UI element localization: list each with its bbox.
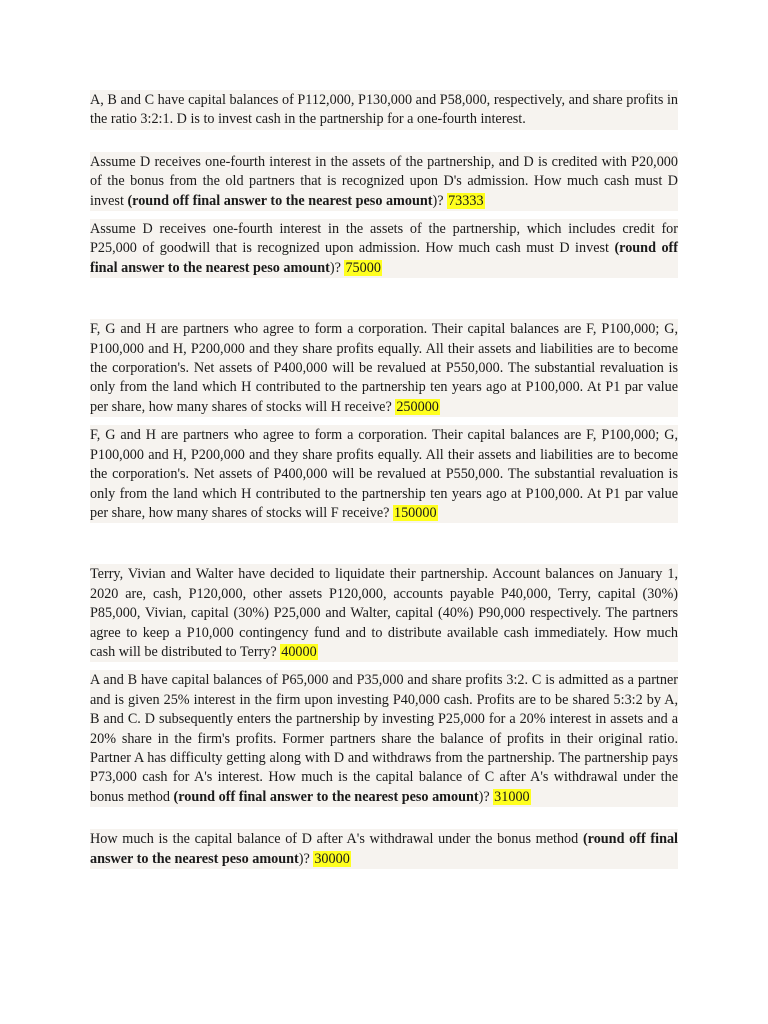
question-context-abc [90, 90, 678, 130]
question-text: A, B and C have capital balances of P112,000, P130,000 and P58,000, respectively, and share profits in the ratio 3:2:1. D is to invest cash in the partnership for a one-fourth interest. [90, 92, 678, 128]
question-liquidation-terry [90, 564, 678, 662]
answer-highlight: 75000 [345, 259, 381, 276]
question-f-shares [90, 425, 678, 523]
rounding-instruction: (round off final answer to the nearest peso amount [127, 192, 433, 209]
question-text: Assume D receives one-fourth interest in the assets of the partnership, which includes credit for P25,000 of goodwill that is recognized upon admission. How much cash must D invest [90, 221, 678, 257]
question-text: How much is the capital balance of D after A's withdrawal under the bonus method [90, 831, 583, 848]
answer-highlight: 150000 [393, 504, 437, 521]
question-h-shares [90, 319, 678, 417]
question-mark: )? [298, 850, 314, 867]
question-text: F, G and H are partners who agree to form a corporation. Their capital balances are F, P100,000; G, P100,000 and H, P200,000 and they share profits equally. All their assets and liabilities are to become the corporation's. Net assets of P400,000 will be revalued at P550,000. The substantial revaluation is only from the land which H contributed to the partnership ten years ago at P100,000. At P1 par value per share, how many shares of stocks will F receive? [90, 427, 678, 521]
answer-highlight: 40000 [281, 643, 317, 660]
question-text: F, G and H are partners who agree to form a corporation. Their capital balances are F, P100,000; G, P100,000 and H, P200,000 and they share profits equally. All their assets and liabilities are to become the corporation's. Net assets of P400,000 will be revalued at P550,000. The substantial revaluation is only from the land which H contributed to the partnership ten years ago at P100,000. At P1 par value per share, how many shares of stocks will H receive? [90, 321, 678, 415]
question-text: Terry, Vivian and Walter have decided to liquidate their partnership. Account balances on January 1, 2020 are, cash, P120,000, other assets P120,000, accounts payable P40,000, Terry, capital (30%) P85,000, Vivian, capital (30%) P25,000 and Walter, capital (40%) P90,000 respectively. The partners agree to keep a P10,000 contingency fund and to distribute available cash immediately. How much cash will be distributed to Terry? [90, 566, 678, 660]
rounding-instruction: (round off final answer to the nearest peso amount [90, 831, 678, 867]
document-page [90, 90, 678, 869]
question-d-bonus [90, 152, 678, 211]
question-mark: )? [478, 788, 494, 805]
answer-highlight: 73333 [448, 192, 484, 209]
question-text: Assume D receives one-fourth interest in the assets of the partnership, and D is credited with P20,000 of the bonus from the old partners that is recognized upon D's admission. How much cash must D invest [90, 153, 678, 209]
question-mark: )? [329, 259, 345, 276]
rounding-instruction: (round off final answer to the nearest peso amount [173, 788, 479, 805]
rounding-instruction: (round off final answer to the nearest peso amount [90, 240, 678, 276]
question-c-capital [90, 670, 678, 807]
question-text: A and B have capital balances of P65,000 and P35,000 and share profits 3:2. C is admitted as a partner and is given 25% interest in the firm upon investing P40,000 cash. Profits are to be shared 5:3:2 by A, B and C. D subsequently enters the partnership by investing P25,000 for a 20% interest in assets and a 20% share in the firm's profits. Former partners share the balance of profits in their original ratio. Partner A has difficulty getting along with D and withdraws from the partnership. The partnership pays P73,000 cash for A's interest. How much is the capital balance of C after A's withdrawal under the bonus method [90, 672, 678, 805]
question-d-goodwill [90, 219, 678, 278]
answer-highlight: 30000 [314, 850, 350, 867]
question-mark: )? [432, 192, 448, 209]
question-d-capital [90, 829, 678, 869]
answer-highlight: 31000 [494, 788, 530, 805]
answer-highlight: 250000 [396, 398, 439, 415]
